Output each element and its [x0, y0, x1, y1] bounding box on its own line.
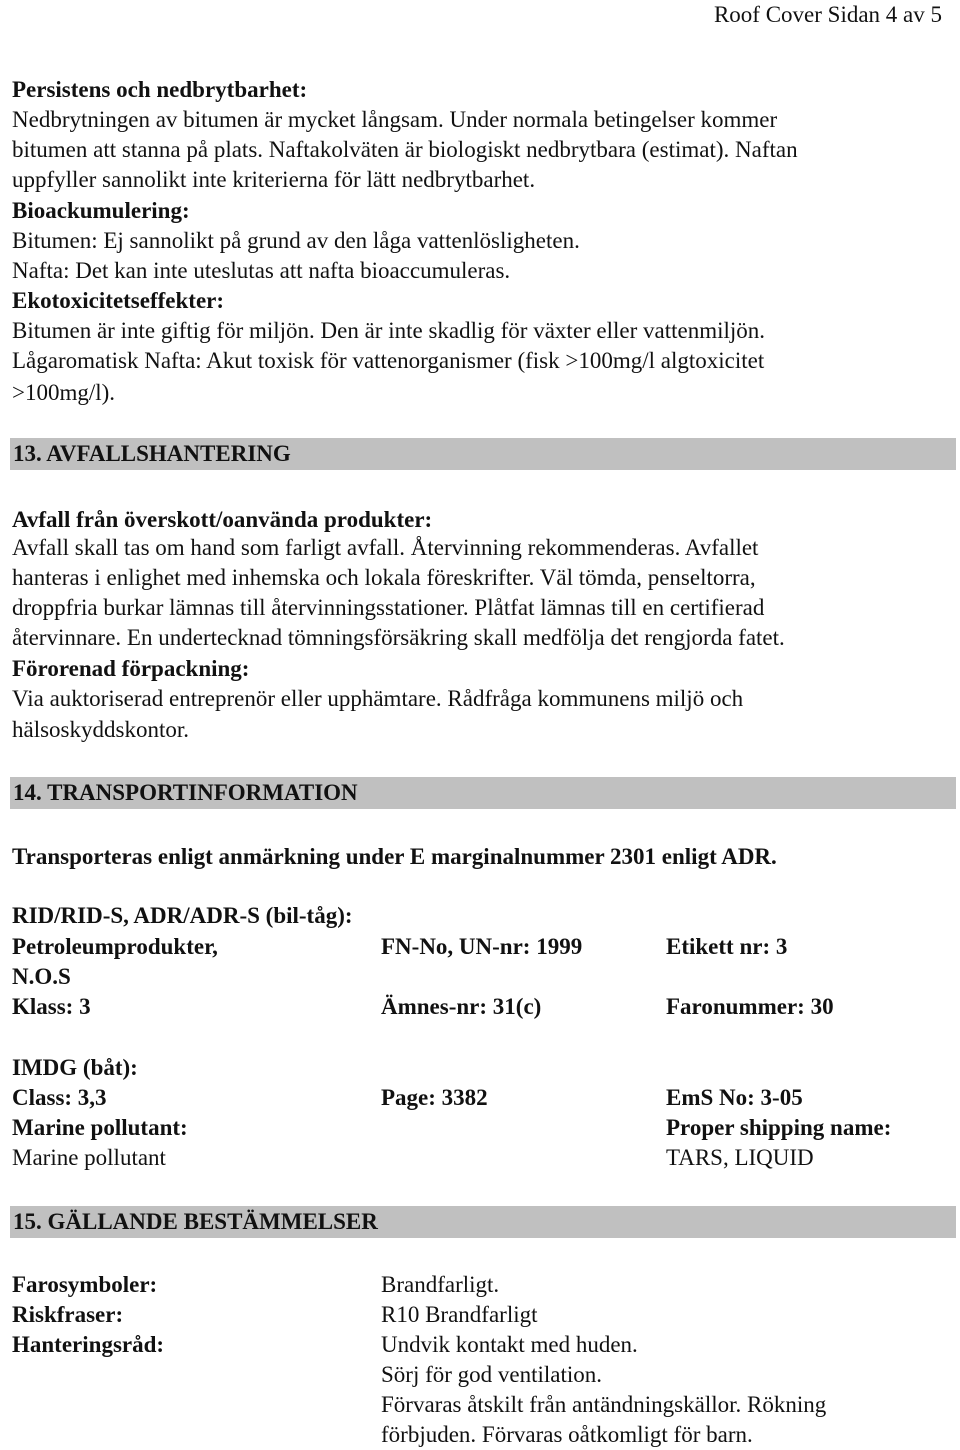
bioackumulering-line: Bitumen: Ej sannolikt på grund av den låga vattenlösligheten.	[12, 228, 580, 253]
forpackning-line: hälsoskyddskontor.	[12, 717, 189, 742]
hanteringsrad-row	[0, 1330, 960, 1360]
rid-class: Klass: 3	[12, 994, 91, 1019]
ekotoxicitet-heading: Ekotoxicitetseffekter:	[12, 288, 225, 313]
rid-substance-number: Ämnes-nr: 31(c)	[381, 994, 542, 1019]
persistens-line: Nedbrytningen av bitumen är mycket långsam. Under normala betingelser kommer	[12, 107, 778, 132]
rid-nos: N.O.S	[12, 964, 71, 989]
marine-pollutant-value: Marine pollutant	[12, 1145, 166, 1170]
rid-heading: RID/RID-S, ADR/ADR-S (bil-tåg):	[12, 903, 353, 928]
riskfraser-row	[0, 1300, 960, 1330]
avfall-heading: Avfall från överskott/oanvända produkter:	[12, 507, 433, 532]
hanteringsrad-label: Hanteringsråd:	[12, 1332, 165, 1357]
imdg-row-3	[0, 1143, 960, 1173]
imdg-class: Class: 3,3	[12, 1085, 107, 1110]
hanteringsrad-value: Sörj för god ventilation.	[381, 1362, 603, 1387]
avfall-line: återvinnare. En undertecknad tömningsförsäkring skall medfölja det rengjorda fatet.	[12, 625, 785, 650]
hanteringsrad-value: Undvik kontakt med huden.	[381, 1332, 638, 1357]
rid-row-2	[0, 992, 960, 1022]
hanteringsrad-row	[0, 1420, 960, 1450]
persistens-heading: Persistens och nedbrytbarhet:	[12, 77, 308, 102]
section-15-title: 15. GÄLLANDE BESTÄMMELSER	[10, 1206, 956, 1238]
ekotoxicitet-line: >100mg/l).	[12, 380, 116, 405]
avfall-line: Avfall skall tas om hand som farligt avfall. Återvinning rekommenderas. Avfallet	[12, 535, 759, 560]
ekotoxicitet-line: Bitumen är inte giftig för miljön. Den är inte skadlig för växter eller vattenmiljön.	[12, 318, 766, 343]
bioackumulering-heading: Bioackumulering:	[12, 198, 190, 223]
imdg-heading: IMDG (båt):	[12, 1055, 138, 1080]
riskfraser-label: Riskfraser:	[12, 1302, 124, 1327]
section-13-title: 13. AVFALLSHANTERING	[10, 438, 956, 470]
ekotoxicitet-line: Lågaromatisk Nafta: Akut toxisk för vattenorganismer (fisk >100mg/l algtoxicitet	[12, 348, 765, 373]
imdg-ems: EmS No: 3-05	[666, 1085, 803, 1110]
forpackning-heading: Förorenad förpackning:	[12, 656, 250, 681]
imdg-page: Page: 3382	[381, 1085, 488, 1110]
proper-shipping-name-label: Proper shipping name:	[666, 1115, 892, 1140]
avfall-line: hanteras i enlighet med inhemska och lokala föreskrifter. Väl tömda, penseltorra,	[12, 565, 756, 590]
avfall-line: droppfria burkar lämnas till återvinningsstationer. Plåtfat lämnas till en certifierad	[12, 595, 765, 620]
riskfraser-value: R10 Brandfarligt	[381, 1302, 538, 1327]
persistens-line: uppfyller sannolikt inte kriterierna för lätt nedbrytbarhet.	[12, 167, 536, 192]
persistens-line: bitumen att stanna på plats. Naftakolväten är biologiskt nedbrytbara (estimat). Naftan	[12, 137, 798, 162]
farosymboler-row	[0, 1270, 960, 1300]
marine-pollutant-label: Marine pollutant:	[12, 1115, 188, 1140]
hanteringsrad-value: förbjuden. Förvaras oåtkomligt för barn.	[381, 1422, 753, 1447]
proper-shipping-name-value: TARS, LIQUID	[666, 1145, 814, 1170]
rid-un-number: FN-No, UN-nr: 1999	[381, 934, 583, 959]
rid-row-1	[0, 932, 960, 962]
rid-product: Petroleumprodukter,	[12, 934, 218, 959]
forpackning-line: Via auktoriserad entreprenör eller upphämtare. Rådfråga kommunens miljö och	[12, 686, 744, 711]
bioackumulering-line: Nafta: Det kan inte uteslutas att nafta bioaccumuleras.	[12, 258, 511, 283]
rid-hazard-number: Faronummer: 30	[666, 994, 834, 1019]
section-14-title: 14. TRANSPORTINFORMATION	[10, 777, 956, 809]
imdg-row-1	[0, 1083, 960, 1113]
farosymboler-label: Farosymboler:	[12, 1272, 158, 1297]
hanteringsrad-row	[0, 1360, 960, 1390]
rid-label-number: Etikett nr: 3	[666, 934, 788, 959]
page-header-info: Roof Cover Sidan 4 av 5	[713, 2, 942, 27]
farosymboler-value: Brandfarligt.	[381, 1272, 500, 1297]
transport-note: Transporteras enligt anmärkning under E marginalnummer 2301 enligt ADR.	[12, 844, 777, 869]
hanteringsrad-value: Förvaras åtskilt från antändningskällor. Rökning	[381, 1392, 827, 1417]
hanteringsrad-row	[0, 1390, 960, 1420]
imdg-row-2	[0, 1113, 960, 1143]
